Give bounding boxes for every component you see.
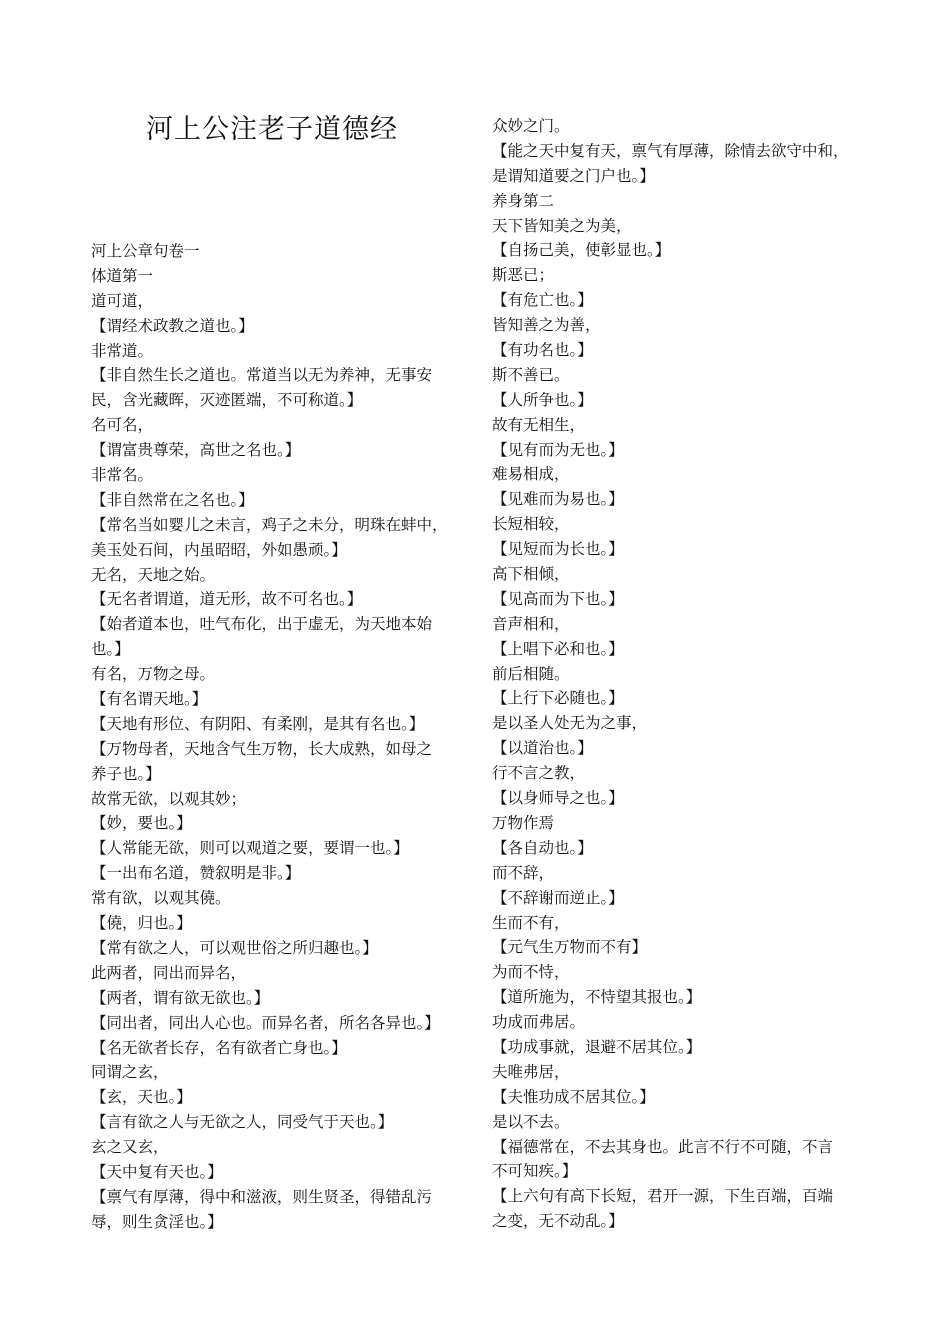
text-line: 【名无欲者长存，名有欲者亡身也。】 [91, 1038, 347, 1057]
text-line: 【以道治也。】 [492, 739, 593, 758]
text-line: 【万物母者，天地含气生万物，长大成熟，如母之 [91, 739, 433, 758]
text-line: 【有功名也。】 [492, 341, 593, 360]
text-line: 【见短而为长也。】 [492, 540, 624, 559]
text-line: 【以身师导之也。】 [492, 789, 624, 808]
text-line: 【不辞谢而逆止。】 [492, 888, 624, 907]
text-line: 【元气生万物而不有】 [492, 938, 648, 957]
text-line: 【非自然生长之道也。常道当以无为养神，无事安 [91, 366, 433, 385]
text-line: 音声相和， [492, 614, 570, 633]
text-line: 【有名谓天地。】 [91, 690, 208, 709]
text-line: 夫唯弗居， [492, 1062, 570, 1081]
text-line: 河上公章句卷一 [91, 242, 200, 260]
text-line: 玄之又玄， [91, 1138, 169, 1157]
text-line: 【有危亡也。】 [492, 291, 593, 310]
text-line: 【天地有形位、有阴阳、有柔刚，是其有名也。】 [91, 714, 425, 733]
right-text-column [492, 114, 864, 1234]
text-line: 【见有而为无也。】 [492, 440, 624, 459]
text-line: 生而不有， [492, 913, 570, 932]
text-line: 民，含光藏晖，灭迹匿端，不可称道。】 [91, 391, 363, 410]
text-line: 【各自动也。】 [492, 838, 593, 857]
text-line: 高下相倾， [492, 565, 570, 584]
text-line: 【上六句有高下长短，君开一源，下生百端，百端 [492, 1187, 834, 1206]
text-line: 名可名， [91, 416, 154, 435]
text-line: 也。】 [91, 640, 130, 659]
text-line: 【言有欲之人与无欲之人，同受气于天也。】 [91, 1113, 394, 1132]
text-line: 【谓富贵尊荣，高世之名也。】 [91, 441, 301, 460]
text-line: 【僥，归也。】 [91, 914, 192, 933]
text-line: 【见高而为下也。】 [492, 589, 624, 608]
page-title: 河上公注老子道德经 [146, 114, 398, 145]
text-line: 功成而弗居。 [492, 1013, 586, 1032]
text-line: 之变，无不动乱。】 [492, 1212, 624, 1231]
text-line: 【人所争也。】 [492, 390, 593, 409]
text-line: 【无名者谓道，道无形，故不可名也。】 [91, 590, 363, 609]
text-line: 【非自然常在之名也。】 [91, 490, 254, 509]
text-line: 不可知疾。】 [492, 1162, 578, 1181]
text-line: 为而不恃， [492, 963, 570, 982]
text-line: 行不言之教， [492, 764, 586, 783]
text-line: 【人常能无欲，则可以观道之要，要谓一也。】 [91, 839, 409, 858]
text-line: 万物作焉 [492, 813, 555, 832]
text-line: 【天中复有天也。】 [91, 1162, 223, 1181]
text-line: 斯恶已； [492, 266, 555, 285]
text-line: 众妙之门。 [492, 117, 570, 135]
text-line: 【同出者，同出人心也。而异名者，所名各异也。】 [91, 1013, 440, 1032]
text-line: 【见难而为易也。】 [492, 490, 624, 509]
text-line: 【上行下必随也。】 [492, 689, 624, 708]
text-line: 斯不善已。 [492, 365, 570, 384]
text-line: 是以圣人处无为之事， [492, 714, 648, 733]
text-line: 是以不去。 [492, 1112, 570, 1131]
text-line: 【两者，谓有欲无欲也。】 [91, 988, 270, 1007]
text-line: 非常道。 [91, 341, 154, 360]
text-line: 此两者，同出而异名， [91, 963, 247, 982]
text-line: 无名，天地之始。 [91, 565, 216, 584]
text-line: 【功成事就，退避不居其位。】 [492, 1037, 702, 1056]
left-text-column [91, 239, 463, 1235]
text-line: 同谓之玄， [91, 1063, 169, 1082]
text-line: 道可道， [91, 291, 154, 310]
text-line: 【福德常在，不去其身也。此言不行不可随，不言 [492, 1137, 834, 1156]
text-line: 【妙，要也。】 [91, 814, 192, 833]
text-line: 体道第一 [91, 266, 154, 285]
text-line: 【始者道本也，吐气布化，出于虚无，为天地本始 [91, 615, 433, 634]
text-line: 常有欲，以观其僥。 [91, 889, 231, 908]
text-line: 【上唱下必和也。】 [492, 639, 624, 658]
text-line: 有名，万物之母。 [91, 665, 216, 684]
text-line: 是谓知道要之门户也。】 [492, 166, 655, 185]
text-line: 【玄，天也。】 [91, 1088, 192, 1107]
text-line: 非常名。 [91, 466, 154, 485]
text-line: 长短相较， [492, 515, 570, 534]
text-line: 而不辞， [492, 863, 555, 882]
text-line: 故常无欲，以观其妙； [91, 789, 247, 808]
text-line: 【常有欲之人，可以观世俗之所归趣也。】 [91, 938, 378, 957]
text-line: 养子也。】 [91, 764, 161, 783]
text-line: 难易相成， [492, 465, 570, 484]
text-line: 【能之天中复有天，禀气有厚薄，除情去欲守中和， [492, 141, 849, 160]
text-line: 天下皆知美之为美， [492, 216, 632, 235]
text-line: 【常名当如婴儿之未言，鸡子之未分，明珠在蚌中， [91, 515, 448, 534]
text-line: 【道所施为，不恃望其报也。】 [492, 988, 702, 1007]
text-line: 【夫惟功成不居其位。】 [492, 1087, 655, 1106]
text-line: 【谓经术政教之道也。】 [91, 316, 254, 335]
text-line: 【自扬己美，使彰显也。】 [492, 241, 671, 260]
text-line: 辱，则生贪淫也。】 [91, 1212, 223, 1231]
text-line: 养身第二 [492, 191, 555, 210]
text-line: 【一出布名道，赞叙明是非。】 [91, 864, 301, 883]
text-line: 前后相随。 [492, 664, 570, 683]
text-line: 【禀气有厚薄，得中和滋液，则生贤圣，得错乱污 [91, 1187, 433, 1206]
text-line: 故有无相生， [492, 415, 586, 434]
text-line: 皆知善之为善， [492, 316, 601, 335]
text-line: 美玉处石间，内虽昭昭，外如愚顽。】 [91, 540, 347, 559]
